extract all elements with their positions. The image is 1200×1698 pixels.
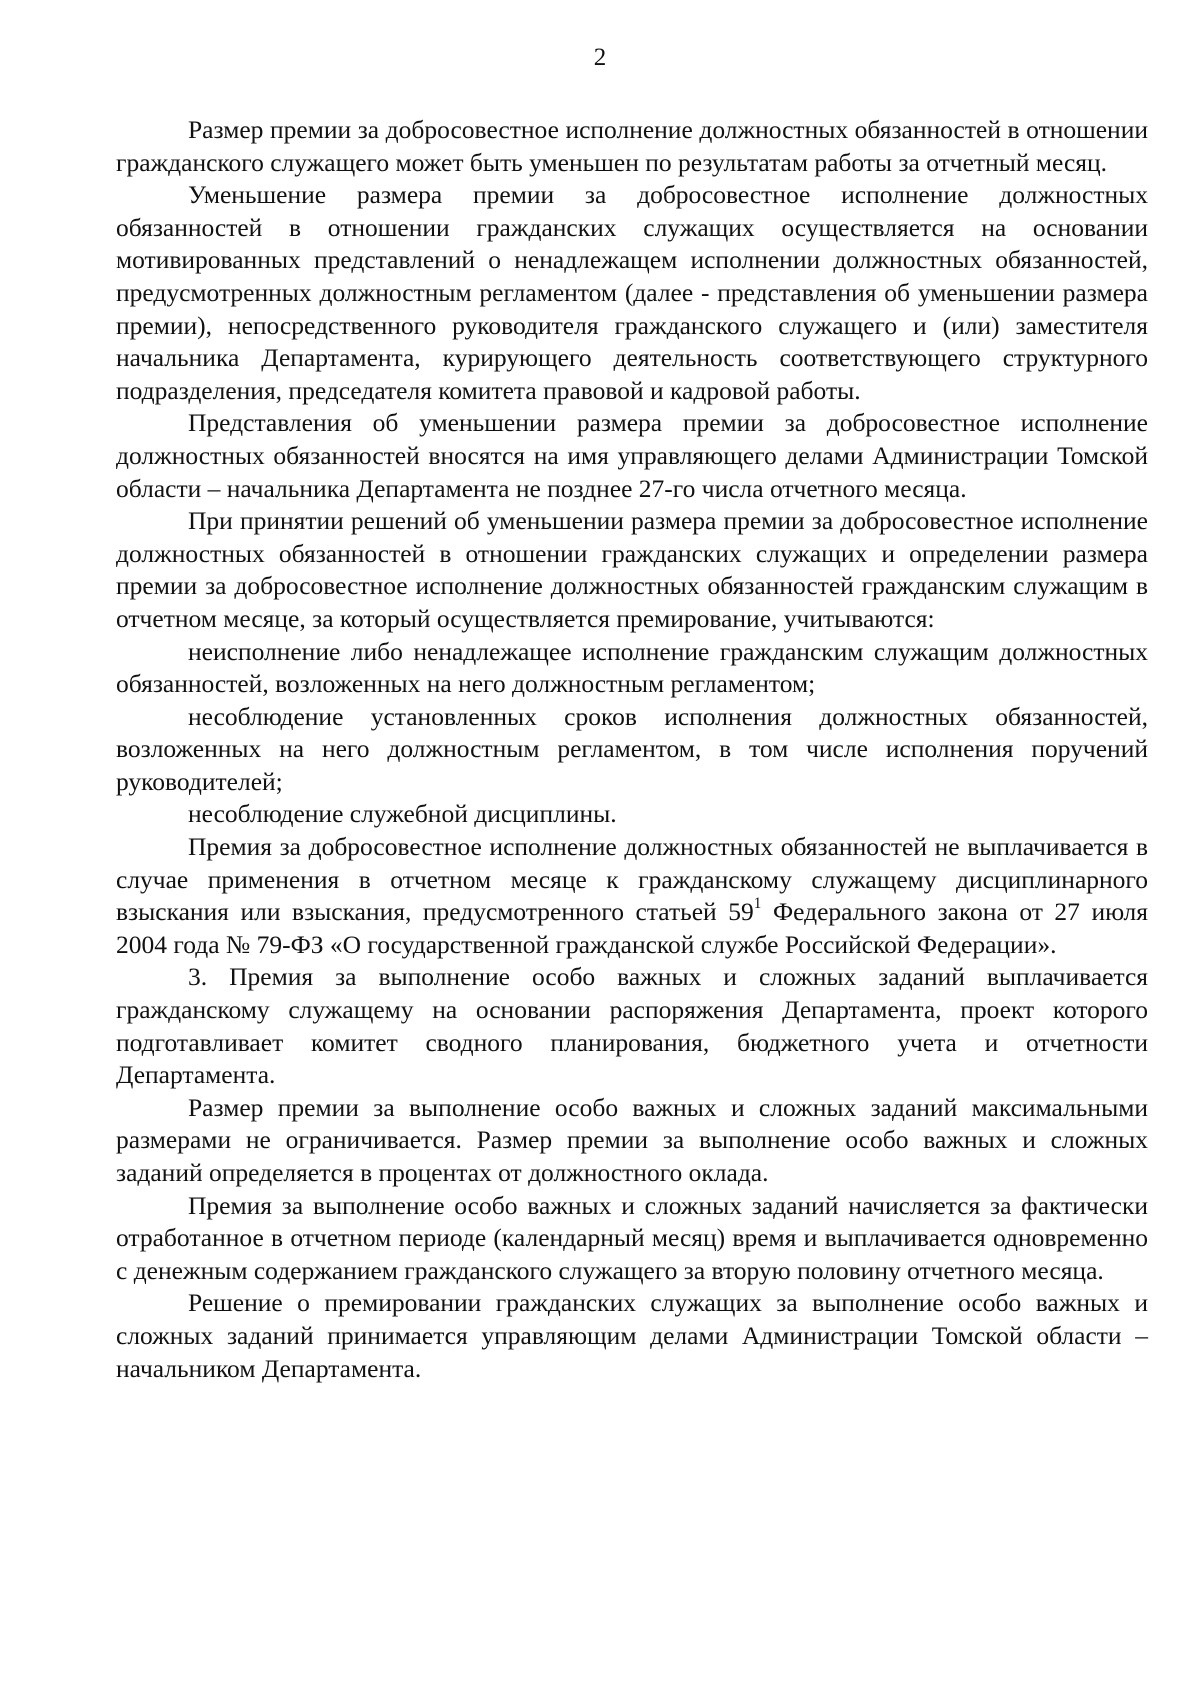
paragraph: Размер премии за выполнение особо важных и сложных заданий максимальными размерами не ограничивается. Размер премии за выполнение особо важных и сложных заданий определяется в процентах от должностного оклада. bbox=[116, 1092, 1148, 1187]
paragraph: Уменьшение размера премии за добросовестное исполнение должностных обязанностей в отношении гражданских служащих осуществляется на основании мотивированных представлений о ненадлежащем исполнении должностных обязанностей, предусмотренных должностным регламентом (далее - представления об уменьшении размера премии), непосредственного руководителя гражданского служащего и (или) заместителя начальника Департамента, курирующего деятельность соответствующего структурного подразделения, председателя комитета правовой и кадровой работы. bbox=[116, 180, 1148, 405]
paragraph: Представления об уменьшении размера премии за добросовестное исполнение должностных обязанностей вносятся на имя управляющего делами Администрации Томской области – начальника Департамента не позднее 27-го числа отчетного месяца. bbox=[116, 408, 1148, 503]
page-number: 2 bbox=[593, 44, 607, 71]
paragraph: При принятии решений об уменьшении размера премии за добросовестное исполнение должностных обязанностей в отношении гражданских служащих и определении размера премии за добросовестное исполнение должностных обязанностей гражданским служащим в отчетном месяце, за который осуществляется премирование, учитываются: bbox=[116, 506, 1148, 633]
superscript-article-number: 1 bbox=[753, 894, 762, 912]
document-body bbox=[116, 114, 1148, 1385]
paragraph-text: Премия за добросовестное исполнение должностных обязанностей не выплачивается в случае применения в отчетном месяце к гражданскому служащему дисциплинарного взыскания или взыскания, предусмотренного статьей 59 bbox=[116, 832, 1148, 927]
paragraph: Решение о премировании гражданских служащих за выполнение особо важных и сложных заданий принимается управляющим делами Администрации Томской области – начальником Департамента. bbox=[116, 1288, 1148, 1383]
list-item: несоблюдение установленных сроков исполнения должностных обязанностей, возложенных на него должностным регламентом, в том числе исполнения поручений руководителей; bbox=[116, 701, 1148, 796]
list-item: неисполнение либо ненадлежащее исполнение гражданским служащим должностных обязанностей, возложенных на него должностным регламентом; bbox=[116, 636, 1148, 699]
paragraph-text: Федерального закона от 27 июля 2004 года № 79-ФЗ «О государственной гражданской службе Российской Федерации». bbox=[116, 897, 1148, 959]
paragraph: 3. Премия за выполнение особо важных и сложных заданий выплачивается гражданскому служащему на основании распоряжения Департамента, проект которого подготавливает комитет сводного планирования, бюджетного учета и отчетности Департамента. bbox=[116, 962, 1148, 1090]
paragraph: Размер премии за добросовестное исполнение должностных обязанностей в отношении гражданского служащего может быть уменьшен по результатам работы за отчетный месяц. bbox=[116, 115, 1148, 177]
paragraph-article-reference bbox=[116, 831, 1148, 961]
list-item: несоблюдение служебной дисциплины. bbox=[188, 799, 617, 829]
paragraph: Премия за выполнение особо важных и сложных заданий начисляется за фактически отработанное в отчетном периоде (календарный месяц) время и выплачивается одновременно с денежным содержанием гражданского служащего за вторую половину отчетного месяца. bbox=[116, 1190, 1148, 1285]
